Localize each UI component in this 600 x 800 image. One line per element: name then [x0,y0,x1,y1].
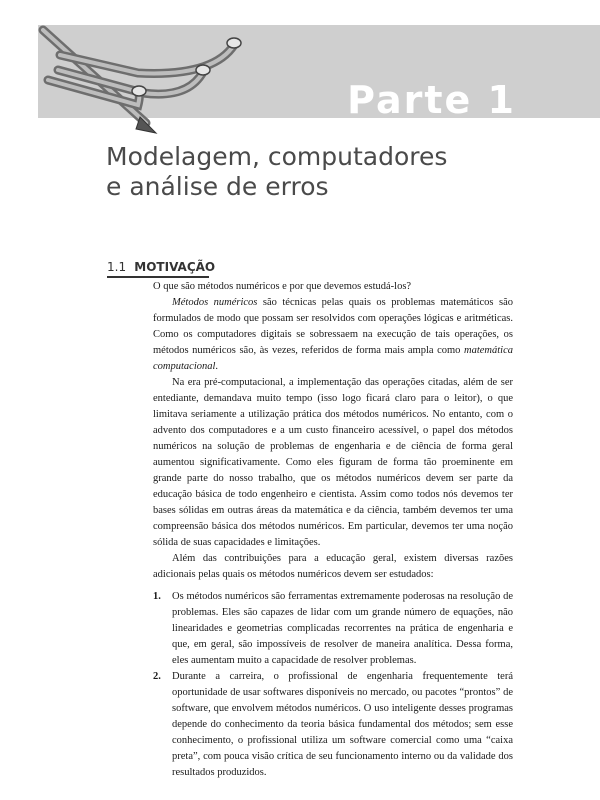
chapter-title-line-1: Modelagem, computadores [106,142,448,171]
list-item-number: 2. [153,671,161,682]
term-matematica-computacional: matemática computacional [153,345,513,372]
list-item-text: Os métodos numéricos são ferramentas extremamente poderosas na resolução de problemas. Eles são capazes de lidar com um grande número de equações, não linearidades e geometrias complicadas recorrentes na prática de engenharia e que, em geral, são impossíveis de resolver de maneira analítica. Dessa forma, eles aumentam muito a capacidade de resolver problemas. [172,591,513,666]
reasons-list [153,589,513,781]
section-heading [107,260,215,274]
question-paragraph: O que são métodos numéricos e por que devemos estudá-los? [153,281,412,292]
chapter-title-line-2: e análise de erros [106,172,329,201]
list-item-number: 1. [153,591,161,602]
part-label: Parte 1 [347,78,516,122]
section-number: 1.1 [107,260,127,274]
paragraph-1-text: são técnicas pelas quais os problemas matemáticos são formulados de modo que possam ser resolvidos com operações lógicas e aritméticas. Como os computadores digitais se sobressaem na execução de tais operações, os métodos numéricos são, às vezes, referidos de forma mais ampla como [153,297,514,356]
pipe-end-ring [196,65,210,75]
paragraph-2: Na era pré-computacional, a implementação das operações citadas, além de ser entediante, demandava muito tempo (isso logo ficará claro para o leitor), o que limitava seriamente a utilização prática dos métodos numéricos. No entanto, com o advento dos computadores e a um custo financeiro acessível, o papel dos métodos numéricos na solução de problemas de engenharia e de ciência de forma geral aumentou significativamente. Como eles figuram de forma tão proeminente em grande parte do nosso trabalho, que os métodos numéricos devem ser parte da educação básica de todo engenheiro e cientista. Assim como todos nós devemos ter bases sólidas em outras áreas da matemática e da ciência, também devemos ter uma compreensão básica dos métodos numéricos. Em particular, devemos ter uma noção sólida de suas capacidades e limitações. [153,377,513,548]
term-metodos-numericos: Métodos numéricos [172,297,258,308]
pipe-end-ring [227,38,241,48]
paragraph-1 [153,295,513,375]
reasons-list-wrapper [153,589,513,781]
paragraph-3: Além das contribuições para a educação geral, existem diversas razões adicionais pelas quais os métodos numéricos devem ser estudados: [153,553,513,580]
body-text [153,279,513,781]
section-underline [107,276,209,278]
list-item [153,669,513,781]
section-title: MOTIVAÇÃO [134,260,216,274]
list-item [153,589,513,669]
chapter-title [106,142,506,202]
paragraph-1-end: . [215,361,219,372]
pipe-end-ring [132,86,146,96]
list-item-text: Durante a carreira, o profissional de engenharia frequentemente terá oportunidade de usar softwares disponíveis no mercado, ou pacotes “prontos” de software, que envolvem métodos numéricos. O uso inteligente desses programas depende do conhecimento da teoria básica fundamental dos métodos; sem esse conhecimento, o profissional utiliza um software comercial como uma “caixa preta”, com pouca visão crítica de seu funcionamento interno ou da validade dos resultados produzidos. [172,671,513,778]
pipe-arrows-illustration [38,25,258,140]
